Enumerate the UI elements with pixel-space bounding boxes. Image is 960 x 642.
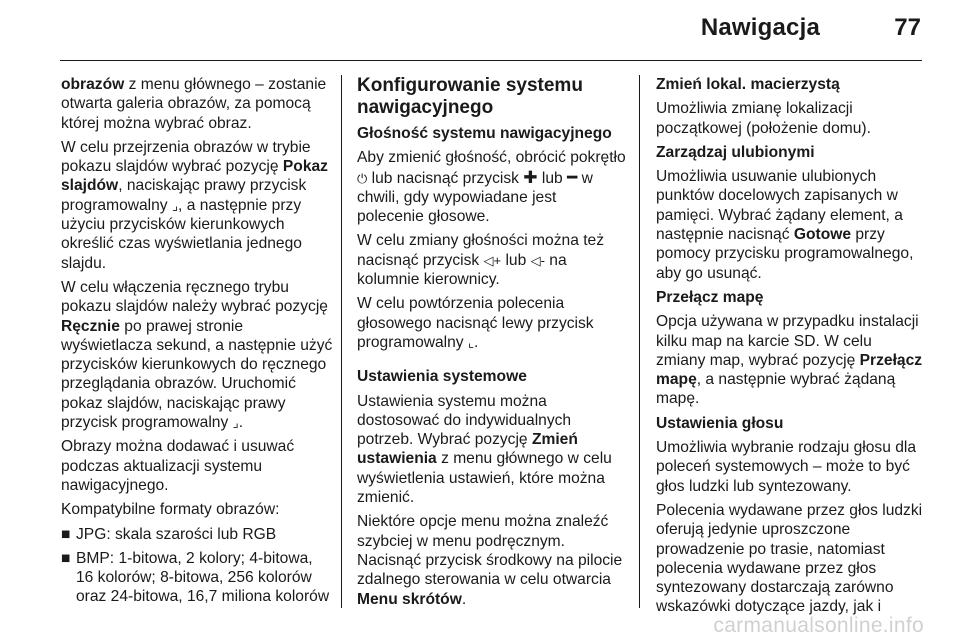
- subheading-home-location: Zmień lokal. macierzystą: [656, 76, 840, 93]
- subheading-volume: Głośność systemu nawigacyjnego: [357, 125, 612, 142]
- paragraph-system-2: Niektóre opcje menu można znaleźć szybciej w menu podręcznym. Nacisnąć przycisk środkowy na pilocie zdalnego sterowania w celu otwarcia Menu skrótów.: [357, 513, 623, 608]
- volume-down-icon: ◁-: [530, 252, 545, 268]
- paragraph-home-location: Umożliwia zmianę lokalizacji początkowej (położenie domu).: [656, 100, 871, 137]
- column-3: [656, 75, 924, 622]
- header-divider: [60, 60, 922, 61]
- right-softkey-icon: ⌟: [171, 197, 179, 213]
- subheading-system-settings: Ustawienia systemowe: [357, 368, 527, 386]
- page-title: Nawigacja: [700, 14, 820, 41]
- paragraph-volume-3: W celu powtórzenia polecenia głosowego nacisnąć lewy przycisk programowalny ⌞.: [357, 295, 594, 351]
- column-divider-1: [341, 75, 342, 608]
- power-knob-icon: ⏻: [357, 170, 368, 186]
- column-divider-2: [639, 75, 640, 608]
- paragraph-favourites: Umożliwia usuwanie ulubionych punktów docelowych zapisanych w pamięci. Wybrać żądany element, a następnie nacisnąć Gotowe przy pomocy przycisku programowalnego, aby go usunąć.: [656, 168, 914, 282]
- column-2: [357, 75, 627, 614]
- bullet-icon: ■: [61, 549, 71, 567]
- bullet-icon: ■: [61, 525, 71, 543]
- subheading-favourites: Zarządzaj ulubionymi: [656, 143, 815, 161]
- paragraph-volume-1: Aby zmienić głośność, obrócić pokrętło ⏻ lub nacisnąć przycisk ✚ lub ━ w chwili, gdy wypowiadane jest polecenie głosowe.: [357, 149, 626, 226]
- plus-icon: ✚: [523, 167, 538, 187]
- subheading-switch-map: Przełącz mapę: [656, 288, 764, 306]
- formats-list: [61, 525, 333, 607]
- list-item: ■ JPG: skala szarości lub RGB: [61, 525, 277, 543]
- left-softkey-icon: ⌞: [467, 334, 475, 350]
- paragraph-voice-1: Umożliwia wybranie rodzaju głosu dla poleceń systemowych – może to być głos ludzki lub syntezowany.: [656, 439, 917, 495]
- right-softkey-icon: ⌟: [232, 415, 239, 431]
- paragraph-gallery: obrazów z menu głównego – zostanie otwarta galeria obrazów, za pomocą której można wybrać obraz.: [61, 76, 327, 132]
- subheading-voice-settings: Ustawienia głosu: [656, 414, 784, 432]
- paragraph-system-1: Ustawienia systemu można dostosować do indywidualnych potrzeb. Wybrać pozycję Zmień ustawienia z menu głównego w celu wyświetlenia ustawień, które można zmienić.: [357, 392, 612, 507]
- column-1: [61, 75, 333, 612]
- paragraph-formats: Kompatybilne formaty obrazów:: [61, 501, 280, 519]
- paragraph-add-remove: Obrazy można dodawać i usuwać podczas aktualizacji systemu nawigacyjnego.: [61, 438, 295, 494]
- paragraph-slideshow: W celu przejrzenia obrazów w trybie pokazu slajdów wybrać pozycję Pokaz slajdów, naciskając prawy przycisk programowalny ⌟, a następnie przy użyciu przycisków kierunkowych określić czas wyświetlania jednego slajdu.: [61, 138, 328, 272]
- paragraph-switch-map: Opcja używana w przypadku instalacji kilku map na karcie SD. W celu zmiany map, wybrać pozycję Przełącz mapę, a następnie wybrać żądaną mapę.: [656, 313, 923, 408]
- watermark: carmanualsonline.info: [713, 614, 924, 637]
- paragraph-manual-mode: W celu włączenia ręcznego trybu pokazu slajdów należy wybrać pozycję Ręcznie po prawej stronie wyświetlacza sekund, a następnie użyć przycisków kierunkowych do ręcznego przeglądania obrazów. Uruchomić pokaz slajdów, naciskając prawy przycisk programowalny ⌟.: [61, 278, 333, 432]
- paragraph-voice-2: Polecenia wydawane przez głos ludzki oferują jedynie uproszczone prowadzenie po trasie, natomiast polecenia wydawane przez głos syntezowany dostarczają zarówno wskazówki dotyczące jazdy, jak i: [656, 501, 923, 616]
- volume-up-icon: ◁+: [483, 252, 502, 268]
- section-heading: Konfigurowanie systemu nawigacyjnego: [357, 75, 583, 118]
- page-number: 77: [894, 14, 921, 41]
- minus-icon: ━: [567, 167, 578, 187]
- paragraph-volume-2: W celu zmiany głośności można też nacisnąć przycisk ◁+ lub ◁- na kolumnie kierownicy.: [357, 232, 604, 289]
- list-item: ■ BMP: 1-bitowa, 2 kolory; 4-bitowa, 16 kolorów; 8-bitowa, 256 kolorów oraz 24-bitowa, 16,7 miliona kolorów: [61, 549, 330, 606]
